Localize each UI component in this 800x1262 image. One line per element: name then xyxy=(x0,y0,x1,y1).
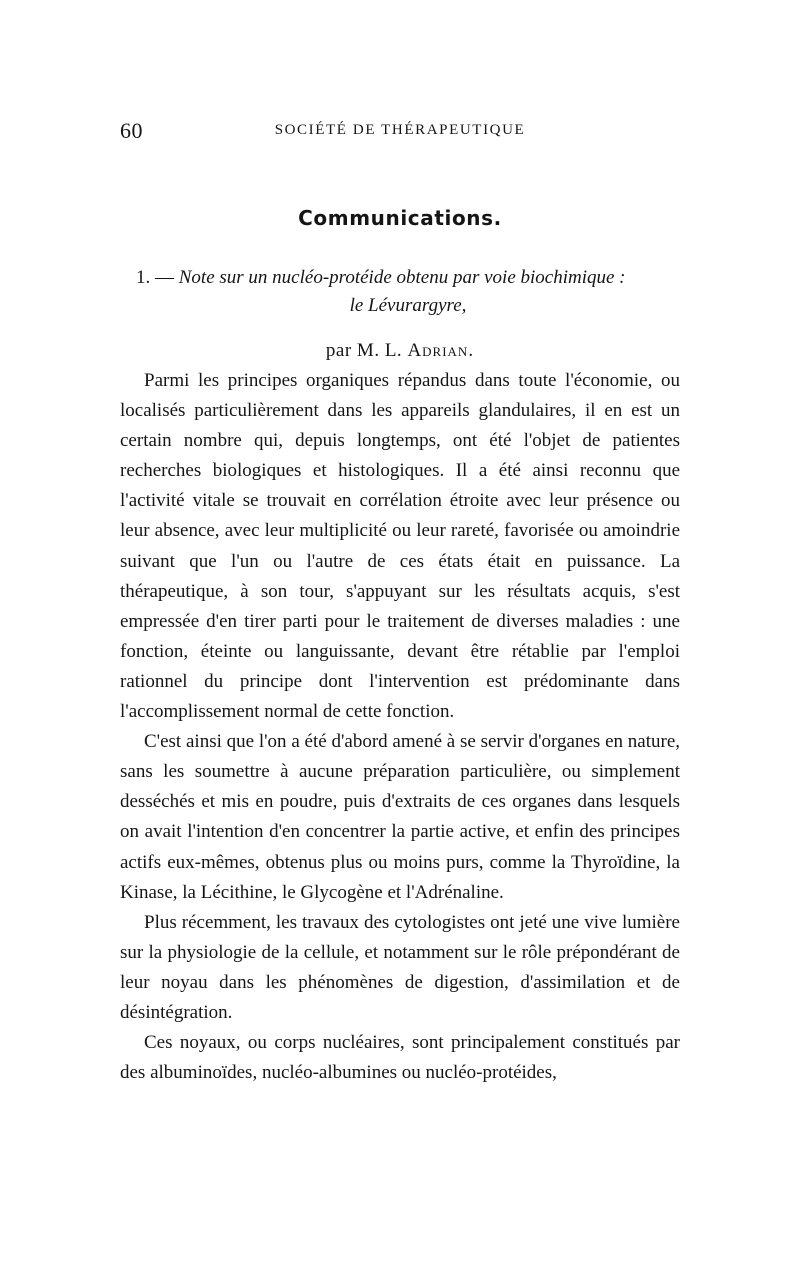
note-number: 1. — xyxy=(136,267,179,288)
running-head: SOCIÉTÉ DE THÉRAPEUTIQUE xyxy=(274,122,526,138)
page-number: 60 xyxy=(120,118,143,143)
author-name: Adrian. xyxy=(407,340,475,361)
author-line xyxy=(120,340,680,362)
paragraph-1: Parmi les principes organiques répandus dans toute l'économie, ou localisés particulièrement dans les appareils glandulaires, il en est un certain nombre qui, depuis longtemps, ont été l'objet de patientes recherches biologiques et histologiques. Il a été ainsi reconnu que l'activité vitale se trouvait en corrélation étroite avec leur présence ou leur absence, avec leur multiplicité ou leur rareté, favorisée ou amoindrie suivant que l'un ou l'autre de ces états était en puissance. La thérapeutique, à son tour, s'appuyant sur les résultats acquis, s'est empressée d'en tirer parti pour le traitement de diverses maladies : une fonction, éteinte ou languissante, devant être rétablie par l'emploi rationnel du principe dont l'intervention est prédominante dans l'accomplissement normal de cette fonction. xyxy=(120,370,680,723)
paragraph-3: Plus récemment, les travaux des cytologistes ont jeté une vive lumière sur la physiologie de la cellule, et notamment sur le rôle prépondérant de leur noyau dans les phénomènes de digestion, d'assimilation et de désintégration. xyxy=(120,911,680,1023)
note-title-text: Note sur un nucléo-protéide obtenu par voie biochimique : xyxy=(178,267,626,288)
note-title-line-2: le Lévurargyre, xyxy=(349,295,467,316)
author-prefix: par M. L. xyxy=(325,340,408,361)
note-title-line-1 xyxy=(136,264,680,292)
paragraph-4: Ces noyaux, ou corps nucléaires, sont principalement constitués par des albuminoïdes, nucléo-albumines ou nucléo-protéides, xyxy=(120,1032,680,1084)
section-title: Communications. xyxy=(298,206,502,230)
paragraph-2: C'est ainsi que l'on a été d'abord amené à se servir d'organes en nature, sans les soumettre à aucune préparation particulière, ou simplement desséchés et mis en poudre, puis d'extraits de ces organes dans lesquels on avait l'intention d'en concentrer la partie active, et enfin des principes actifs eux-mêmes, obtenus plus ou moins purs, comme la Thyroïdine, la Kinase, la Lécithine, le Glycogène et l'Adrénaline. xyxy=(120,731,680,903)
page-header xyxy=(120,118,680,148)
note-title xyxy=(136,264,680,320)
body-text xyxy=(120,366,680,1088)
